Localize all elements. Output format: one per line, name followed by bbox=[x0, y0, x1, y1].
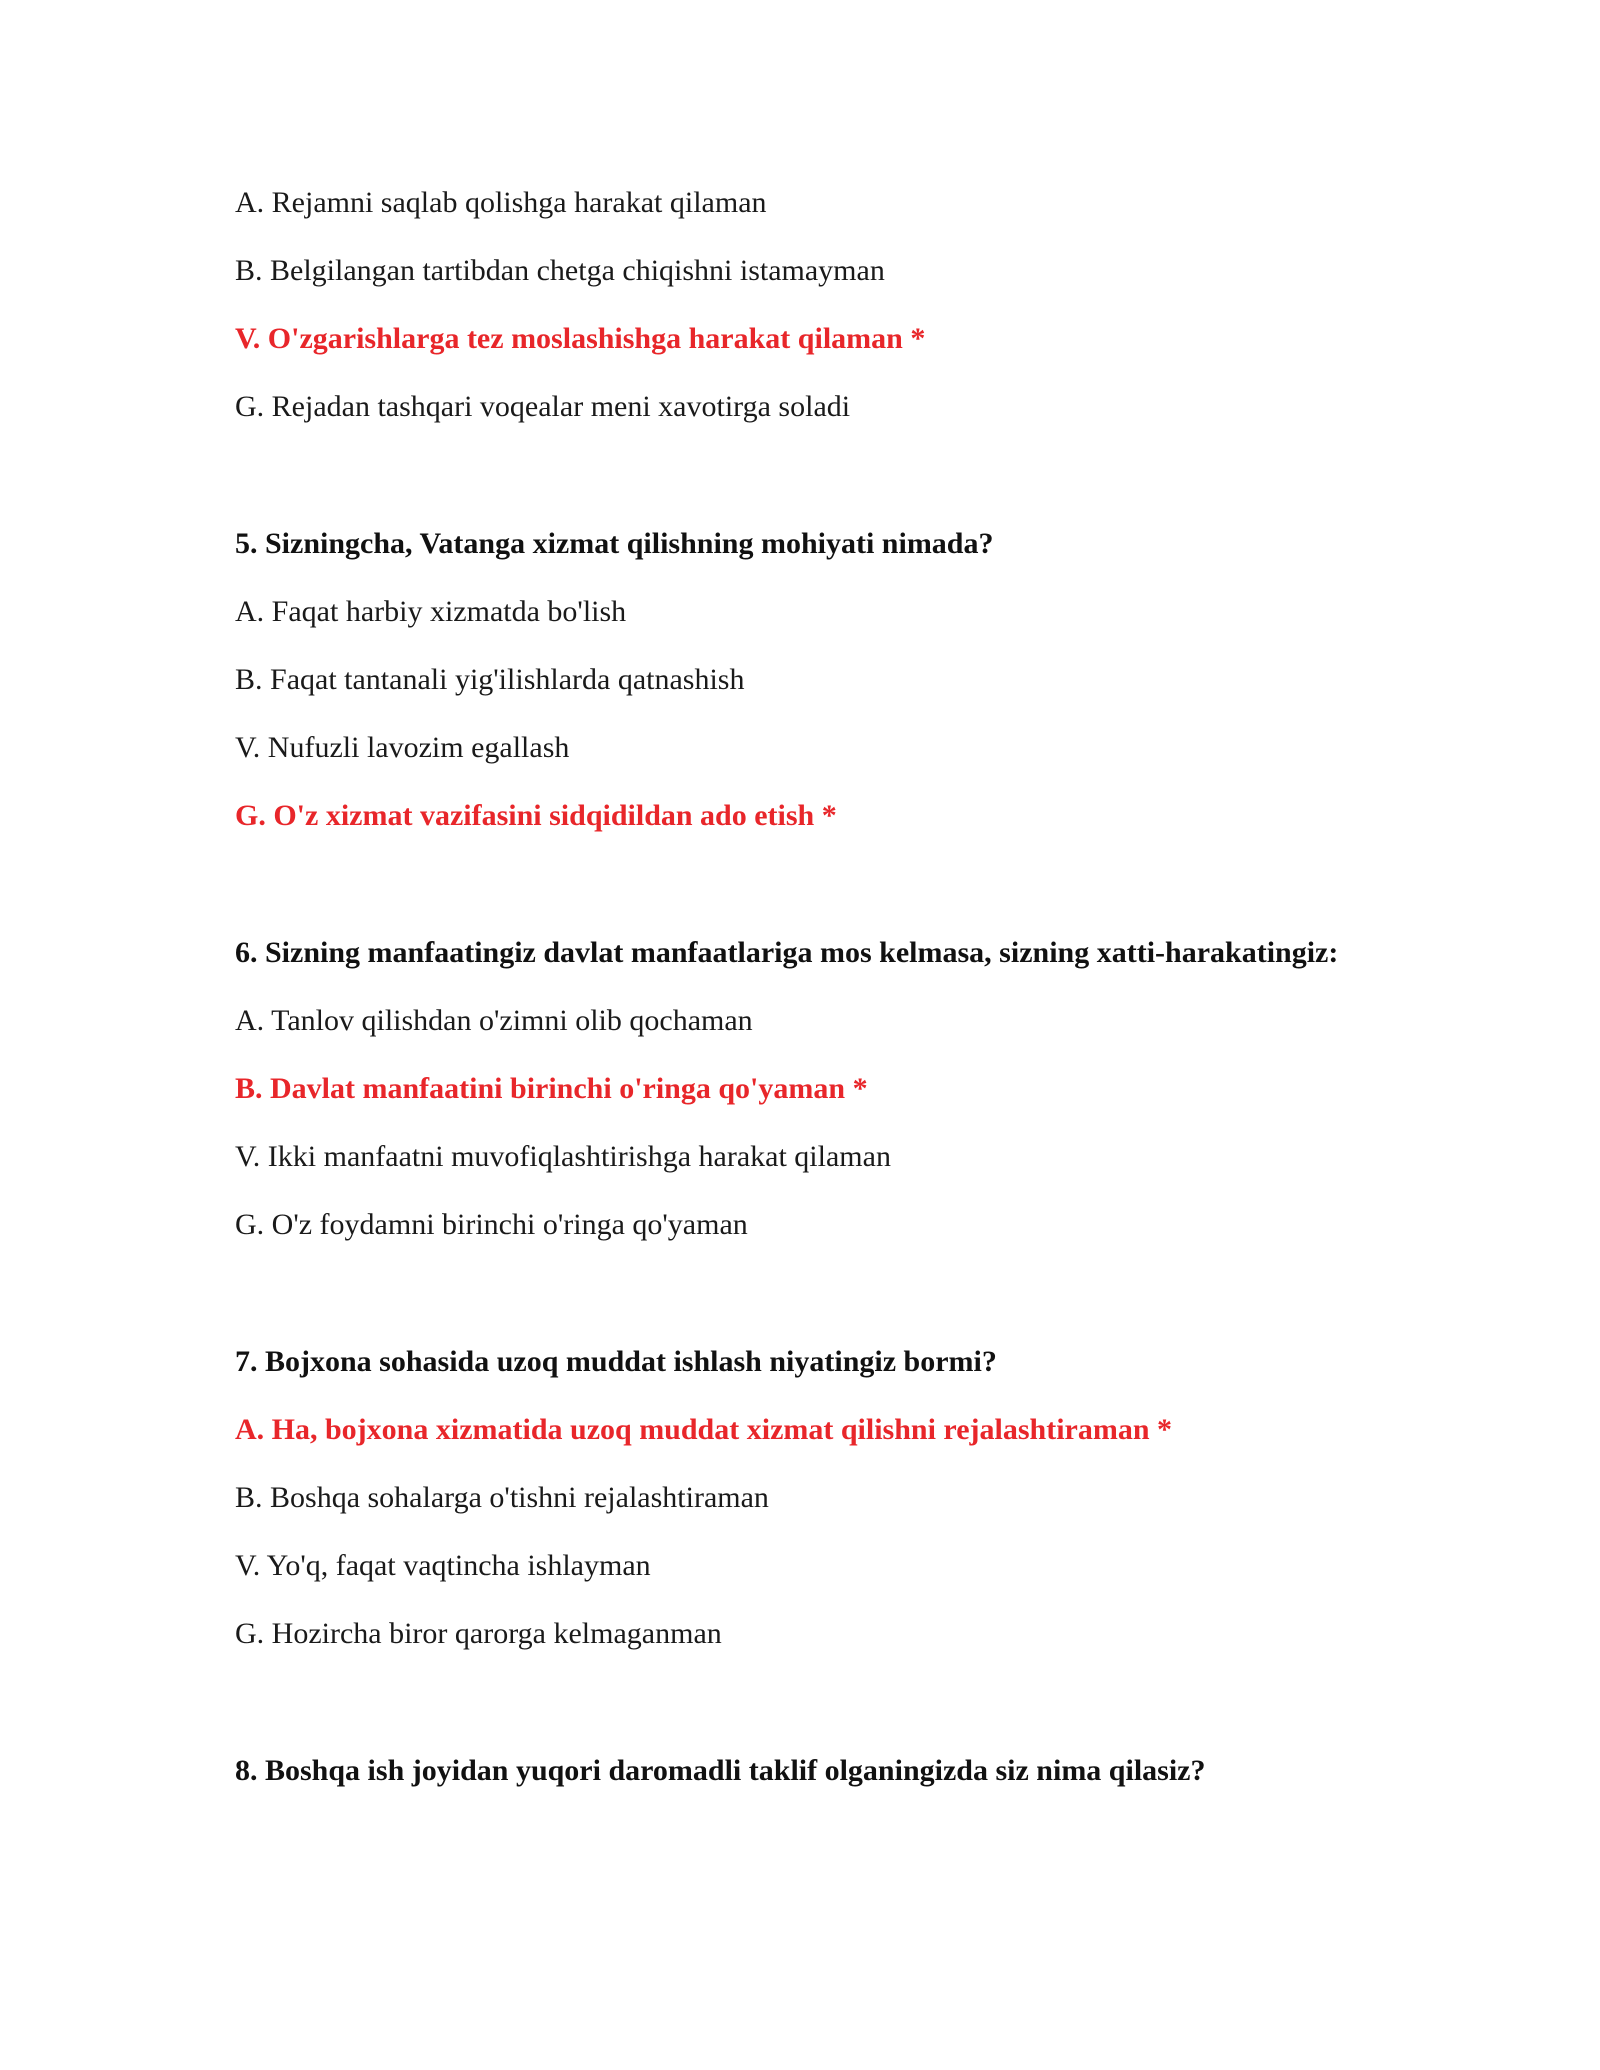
question-title: 5. Sizningcha, Vatanga xizmat qilishning mohiyati nimada? bbox=[235, 527, 994, 560]
correct-answer-option: V. O'zgarishlarga tez moslashishga harakat qilaman * bbox=[235, 322, 926, 355]
answer-option: B. Belgilangan tartibdan chetga chiqishni istamayman bbox=[235, 254, 885, 287]
spacer bbox=[235, 1245, 1345, 1341]
answer-option: V. Yo'q, faqat vaqtincha ishlayman bbox=[235, 1549, 651, 1582]
answer-option: V. Nufuzli lavozim egallash bbox=[235, 731, 570, 764]
spacer bbox=[235, 1654, 1345, 1750]
correct-answer-option: G. O'z xizmat vazifasini sidqidildan ado etish * bbox=[235, 799, 837, 832]
quiz-content bbox=[235, 182, 1345, 1818]
question-block-8 bbox=[235, 1750, 1345, 1791]
question-title: 6. Sizning manfaatingiz davlat manfaatlariga mos kelmasa, sizning xatti-harakatingiz: bbox=[235, 936, 1339, 969]
correct-answer-option: A. Ha, bojxona xizmatida uzoq muddat xizmat qilishni rejalashtiraman * bbox=[235, 1413, 1173, 1446]
correct-answer-option: B. Davlat manfaatini birinchi o'ringa qo'yaman * bbox=[235, 1072, 868, 1105]
question-block-4 bbox=[235, 182, 1345, 427]
answer-option: A. Rejamni saqlab qolishga harakat qilaman bbox=[235, 186, 767, 219]
spacer bbox=[235, 427, 1345, 523]
question-block-7 bbox=[235, 1341, 1345, 1654]
answer-option: B. Faqat tantanali yig'ilishlarda qatnashish bbox=[235, 663, 745, 696]
answer-option: A. Tanlov qilishdan o'zimni olib qochaman bbox=[235, 1004, 753, 1037]
question-title: 7. Bojxona sohasida uzoq muddat ishlash niyatingiz bormi? bbox=[235, 1345, 997, 1378]
question-block-5 bbox=[235, 523, 1345, 836]
answer-option: G. Rejadan tashqari voqealar meni xavotirga soladi bbox=[235, 390, 851, 423]
answer-option: A. Faqat harbiy xizmatda bo'lish bbox=[235, 595, 627, 628]
answer-option: V. Ikki manfaatni muvofiqlashtirishga harakat qilaman bbox=[235, 1140, 891, 1173]
question-title: 8. Boshqa ish joyidan yuqori daromadli taklif olganingizda siz nima qilasiz? bbox=[235, 1754, 1206, 1787]
spacer bbox=[235, 836, 1345, 932]
question-block-6 bbox=[235, 932, 1345, 1245]
answer-option: B. Boshqa sohalarga o'tishni rejalashtiraman bbox=[235, 1481, 769, 1514]
answer-option: G. Hozircha biror qarorga kelmaganman bbox=[235, 1617, 722, 1650]
answer-option: G. O'z foydamni birinchi o'ringa qo'yaman bbox=[235, 1208, 748, 1241]
